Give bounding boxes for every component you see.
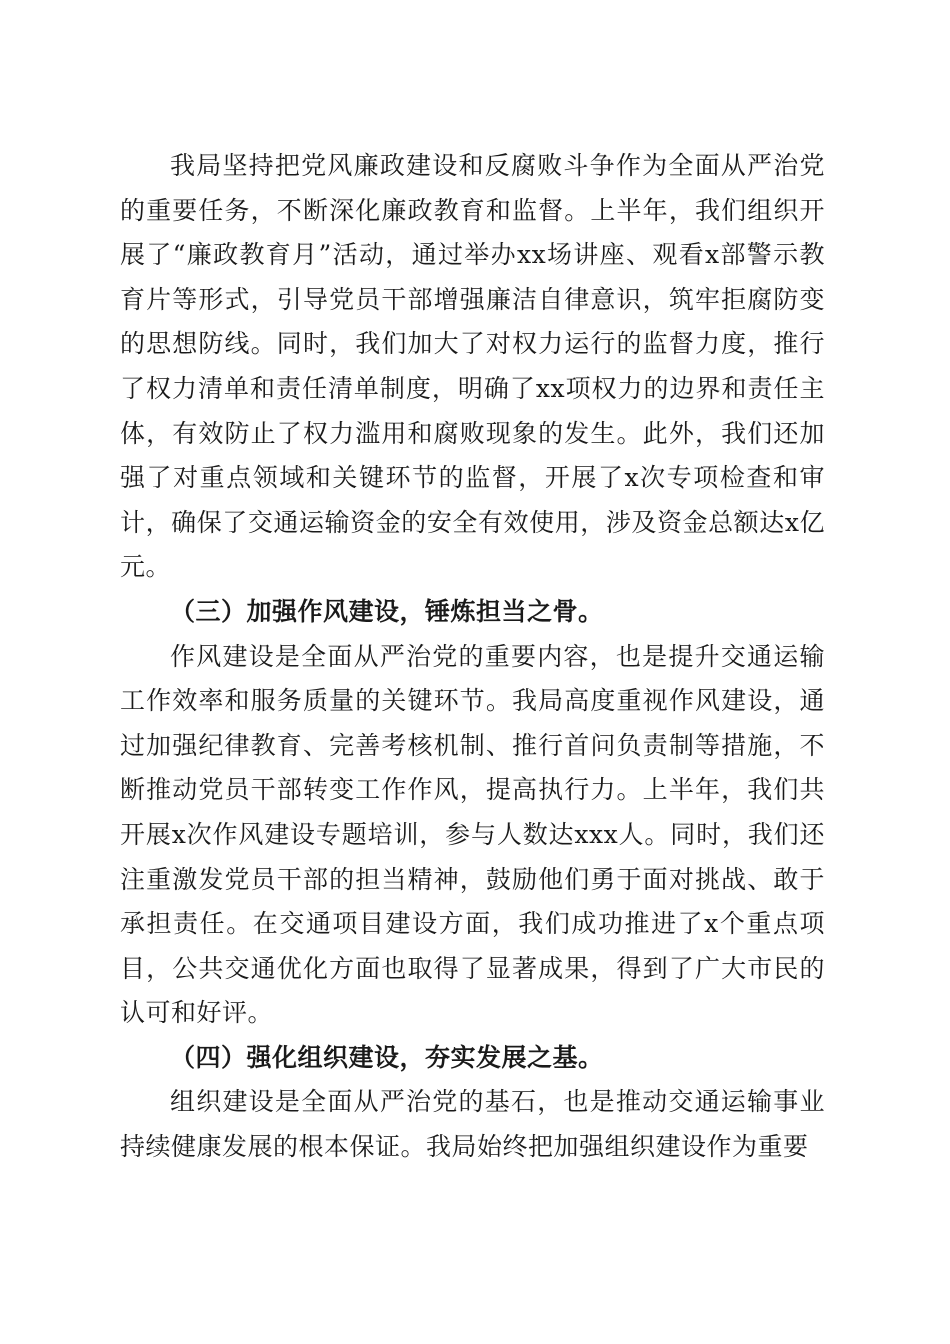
section-heading-4: （四）强化组织建设，夯实发展之基。 — [170, 1042, 604, 1072]
document-body — [120, 144, 825, 1170]
section-heading-3: （三）加强作风建设，锤炼担当之骨。 — [170, 596, 604, 626]
paragraph-work-style: 作风建设是全面从严治党的重要内容，也是提升交通运输工作效率和服务质量的关键环节。我局高度重视作风建设，通过加强纪律教育、完善考核机制、推行首问负责制等措施，不断推动党员干部转变工作作风，提高执行力。上半年，我们共开展x次作风建设专题培训，参与人数达xxx人。同时，我们还注重激发党员干部的担当精神，鼓励他们勇于面对挑战、敢于承担责任。在交通项目建设方面，我们成功推进了x个重点项目，公共交通优化方面也取得了显著成果，得到了广大市民的认可和好评。 — [120, 641, 825, 1028]
paragraph-integrity-supervision: 我局坚持把党风廉政建设和反腐败斗争作为全面从严治党的重要任务，不断深化廉政教育和监督。上半年，我们组织开展了“廉政教育月”活动，通过举办xx场讲座、观看x部警示教育片等形式，引导党员干部增强廉洁自律意识，筑牢拒腐防变的思想防线。同时，我们加大了对权力运行的监督力度，推行了权力清单和责任清单制度，明确了xx项权力的边界和责任主体，有效防止了权力滥用和腐败现象的发生。此外，我们还加强了对重点领域和关键环节的监督，开展了x次专项检查和审计，确保了交通运输资金的安全有效使用，涉及资金总额达x亿元。 — [120, 151, 825, 582]
paragraph-organization: 组织建设是全面从严治党的基石，也是推动交通运输事业持续健康发展的根本保证。我局始终把加强组织建设作为重要 — [120, 1087, 825, 1162]
